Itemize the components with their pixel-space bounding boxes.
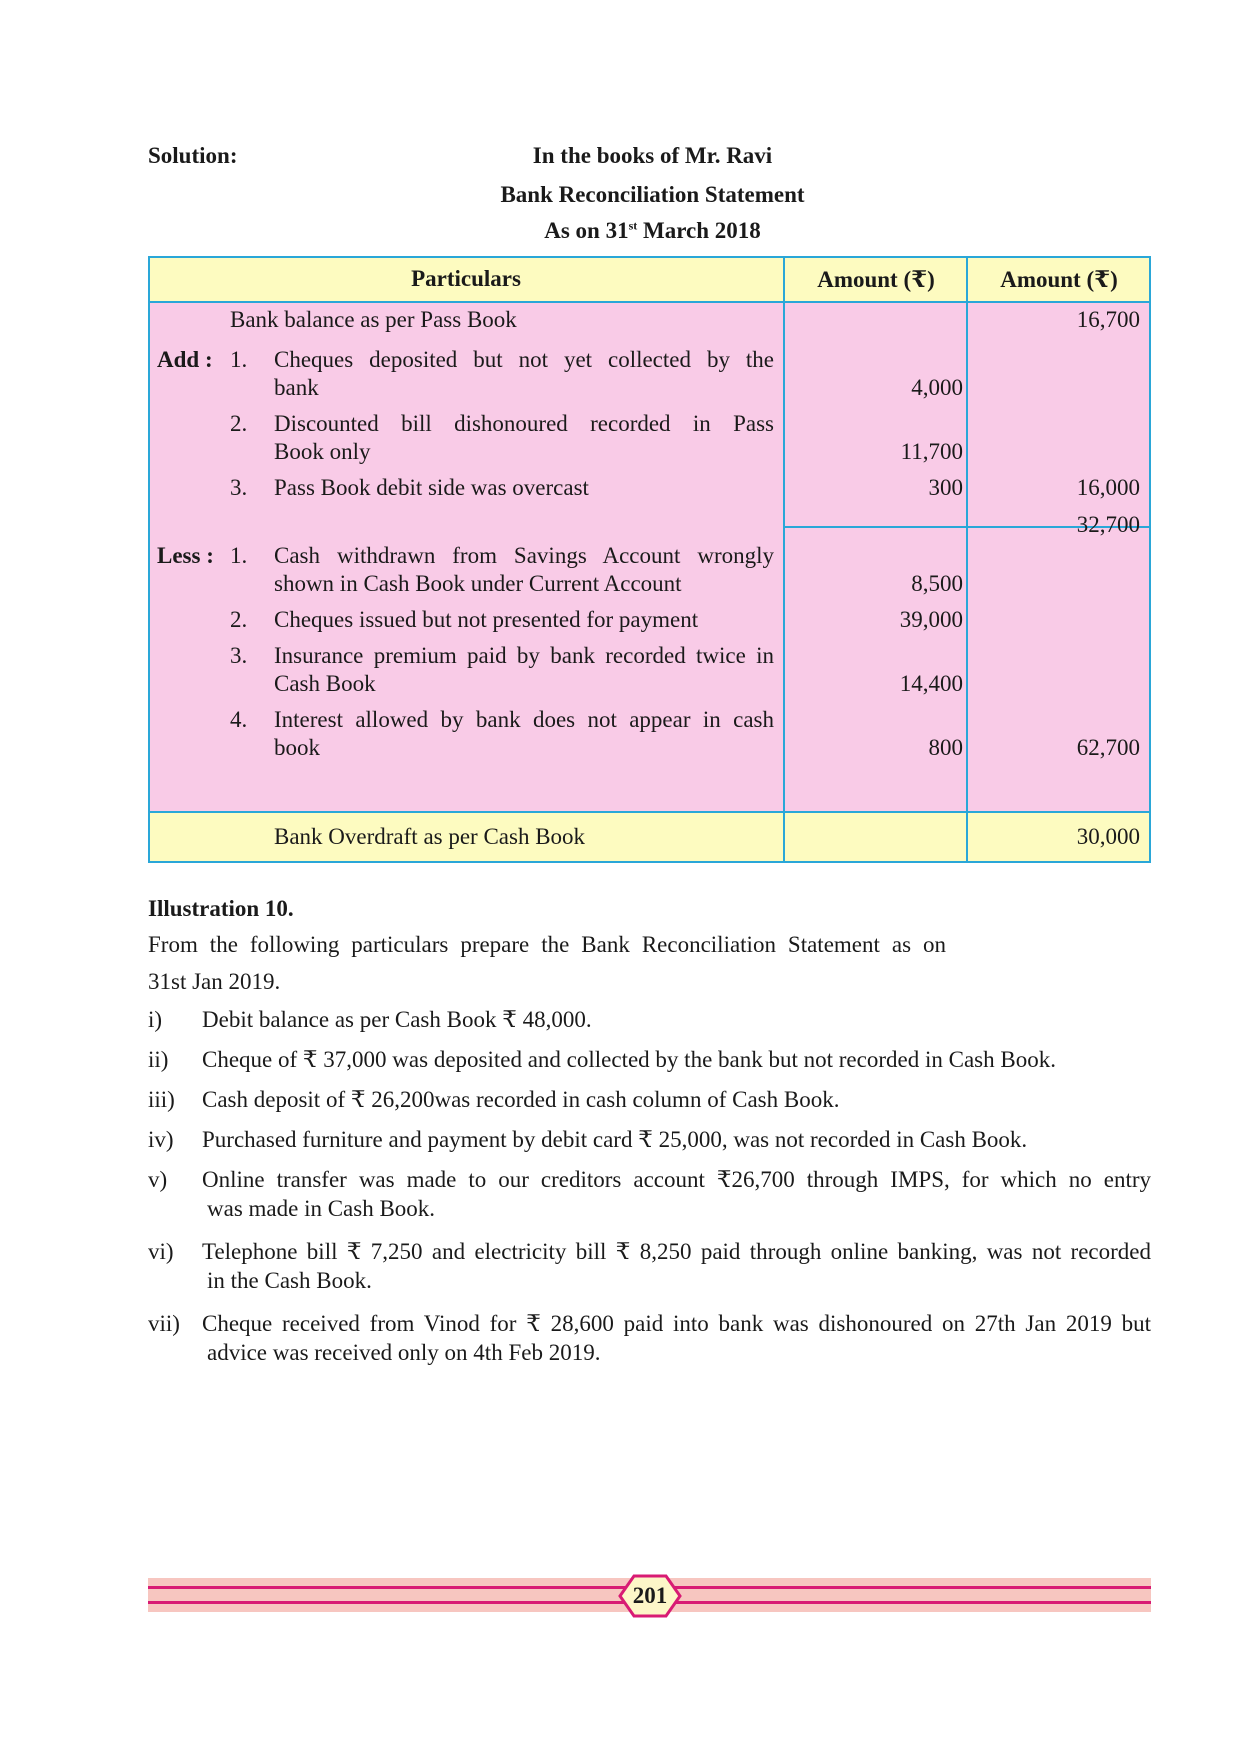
header-particulars: Particulars — [411, 266, 521, 291]
header-amount-1: Amount (₹) — [817, 267, 935, 292]
less-total: 62,700 — [1076, 735, 1140, 760]
less-item-3-no: 3. — [230, 643, 248, 668]
opening-balance-label: Bank balance as per Pass Book — [230, 307, 517, 332]
border-right — [1149, 256, 1151, 863]
add-label: Add : — [157, 347, 213, 372]
border-top — [148, 256, 1151, 258]
item-5-line2: was made in Cash Book. — [207, 1196, 436, 1221]
illustration-intro-line2: 31st Jan 2019. — [148, 969, 281, 994]
item-6-line1: Telephone bill ₹ 7,250 and electricity bill ₹ 8,250 paid through online banking, was not recorded — [202, 1239, 1151, 1264]
date-prefix: As on 31 — [544, 218, 629, 243]
add-item-1-amount: 4,000 — [911, 375, 963, 400]
item-3-num: iii) — [148, 1087, 175, 1112]
statement-title: Bank Reconciliation Statement — [500, 182, 805, 207]
add-item-2-no: 2. — [230, 411, 248, 436]
reconciliation-table — [148, 256, 1151, 863]
item-5-line1: Online transfer was made to our creditors account ₹26,700 through IMPS, for which no entry — [202, 1167, 1151, 1192]
less-label: Less : — [157, 543, 214, 568]
item-3-text: Cash deposit of ₹ 26,200was recorded in cash column of Cash Book. — [202, 1087, 840, 1112]
add-item-1-no: 1. — [230, 347, 248, 372]
border-col1 — [783, 256, 785, 863]
illustration-title: Illustration 10. — [148, 896, 294, 921]
add-item-2-amount: 11,700 — [900, 439, 963, 464]
item-1-text: Debit balance as per Cash Book ₹ 48,000. — [202, 1007, 592, 1032]
item-6-line2: in the Cash Book. — [207, 1268, 372, 1293]
less-item-2-line1: Cheques issued but not presented for payment — [274, 607, 699, 632]
item-7-line2: advice was received only on 4th Feb 2019. — [207, 1340, 601, 1365]
header-amount-2: Amount (₹) — [1000, 267, 1118, 292]
add-item-1-line1: Cheques deposited but not yet collected by the — [274, 347, 774, 372]
date-suffix: March 2018 — [643, 218, 761, 243]
closing-amount: 30,000 — [1076, 824, 1140, 849]
add-item-3-line1: Pass Book debit side was overcast — [274, 475, 589, 500]
border-header — [148, 301, 1151, 303]
item-5-num: v) — [148, 1167, 168, 1192]
border-col2 — [966, 256, 968, 863]
less-item-4-line1: Interest allowed by bank does not appear in cash — [274, 707, 774, 732]
illustration-intro-line1: From the following particulars prepare the Bank Reconciliation Statement as on — [148, 932, 946, 957]
add-item-3-no: 3. — [230, 475, 248, 500]
less-item-3-line2: Cash Book — [274, 671, 376, 696]
add-total: 16,000 — [1076, 475, 1140, 500]
less-item-4-line2: book — [274, 735, 320, 760]
less-item-1-line2: shown in Cash Book under Current Account — [274, 571, 682, 596]
item-4-num: iv) — [148, 1127, 174, 1152]
item-7-num: vii) — [148, 1311, 180, 1336]
add-item-3-amount: 300 — [928, 475, 963, 500]
border-bottom — [148, 861, 1151, 863]
add-item-2-line1: Discounted bill dishonoured recorded in Pass — [274, 411, 774, 436]
statement-date — [450, 218, 855, 244]
less-item-2-amount: 39,000 — [899, 607, 963, 632]
item-7-line1: Cheque received from Vinod for ₹ 28,600 paid into bank was dishonoured on 27th Jan 2019 but — [202, 1311, 1151, 1336]
border-left — [148, 256, 150, 863]
less-item-3-line1: Insurance premium paid by bank recorded twice in — [274, 643, 774, 668]
date-superscript: st — [628, 218, 638, 233]
less-item-1-line1: Cash withdrawn from Savings Account wrongly — [274, 543, 774, 568]
closing-label: Bank Overdraft as per Cash Book — [274, 824, 586, 849]
less-item-4-no: 4. — [230, 707, 248, 732]
item-4-text: Purchased furniture and payment by debit card ₹ 25,000, was not recorded in Cash Book. — [202, 1127, 1028, 1152]
less-item-3-amount: 14,400 — [899, 671, 963, 696]
border-total — [148, 811, 1151, 813]
item-2-text: Cheque of ₹ 37,000 was deposited and collected by the bank but not recorded in Cash Book. — [202, 1047, 1056, 1072]
page-number: 201 — [632, 1583, 668, 1608]
add-item-1-line2: bank — [274, 375, 319, 400]
item-1-num: i) — [148, 1007, 163, 1032]
less-item-1-amount: 8,500 — [911, 571, 963, 596]
item-2-num: ii) — [148, 1047, 169, 1072]
subtotal-amount: 32,700 — [1076, 512, 1140, 537]
less-item-4-amount: 800 — [928, 735, 963, 760]
book-title: In the books of Mr. Ravi — [532, 143, 773, 168]
opening-balance-amount: 16,700 — [1076, 307, 1140, 332]
less-item-2-no: 2. — [230, 607, 248, 632]
add-item-2-line2: Book only — [274, 439, 371, 464]
less-item-1-no: 1. — [230, 543, 248, 568]
solution-label: Solution: — [148, 143, 238, 168]
item-6-num: vi) — [148, 1239, 174, 1264]
